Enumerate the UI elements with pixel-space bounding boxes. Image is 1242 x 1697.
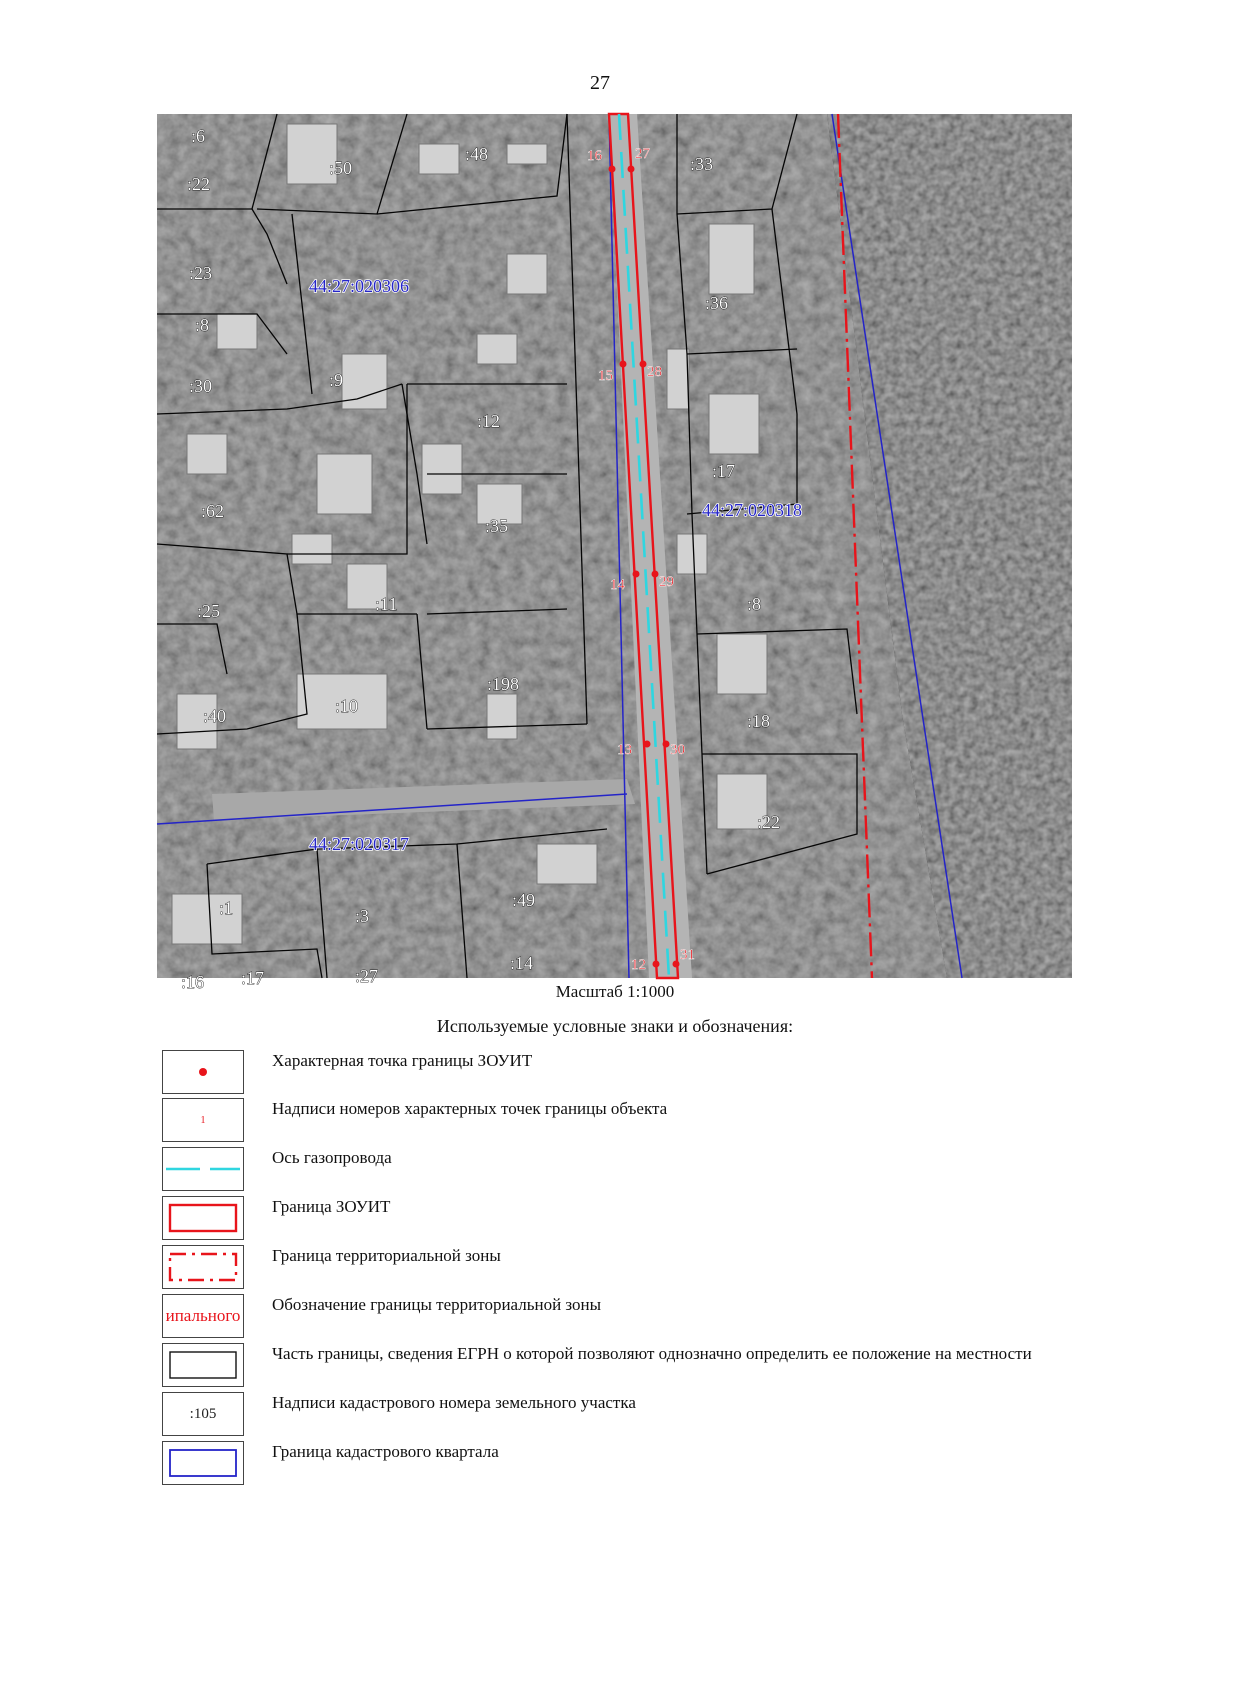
parcel-label: :8 (195, 315, 210, 335)
point-label-14: 14 (610, 577, 625, 593)
scale-label: Масштаб 1:1000 (555, 982, 675, 1001)
parcel-label: :27 (355, 966, 379, 986)
legend-text: Характерная точка границы ЗОУИТ (272, 1051, 533, 1070)
legend-symbol-cadastral-number (162, 1392, 244, 1436)
cadastral-number-sample: :105 (189, 1405, 217, 1422)
point-31 (673, 961, 680, 968)
point-label-15: 15 (598, 368, 613, 384)
legend-text: Граница ЗОУИТ (272, 1197, 391, 1216)
point-28 (640, 361, 647, 368)
cyan-dashed-line-icon (162, 1147, 244, 1191)
point-label-30: 30 (670, 742, 685, 758)
point-15 (620, 361, 627, 368)
parcel-label: :23 (189, 263, 213, 283)
legend-symbol-zouit-boundary (162, 1196, 244, 1240)
parcel-label: :3 (355, 906, 370, 926)
point-label-16: 16 (587, 148, 602, 164)
legend-text: Граница кадастрового квартала (272, 1442, 499, 1461)
legend-title: Используемые условные знаки и обозначения: (436, 1016, 794, 1036)
point-label-27: 27 (635, 146, 650, 162)
legend-symbol-point-number (162, 1098, 244, 1142)
parcel-label: :14 (510, 953, 534, 973)
page-number: 27 (590, 72, 610, 94)
parcel-label: :16 (181, 972, 205, 992)
point-label-13: 13 (617, 742, 632, 758)
parcel-label: :40 (203, 706, 227, 726)
parcel-label: :9 (329, 370, 344, 390)
quarter-label: 44:27:020317 (309, 834, 410, 854)
blue-rectangle-icon (162, 1441, 244, 1485)
parcel-label: :17 (712, 461, 736, 481)
parcel-label: :30 (189, 376, 213, 396)
parcel-label: :6 (191, 126, 206, 146)
parcel-label: :33 (690, 154, 714, 174)
parcel-label: :1 (219, 898, 234, 918)
legend-text: Ось газопровода (272, 1148, 392, 1167)
black-rectangle-icon (162, 1343, 244, 1387)
parcel-label: :50 (329, 158, 353, 178)
legend-symbol-zone-label (162, 1294, 244, 1338)
legend-text: Надписи номеров характерных точек границы объекта (272, 1099, 668, 1118)
zone-label-sample: ипального (165, 1306, 241, 1325)
point-label-29: 29 (659, 574, 674, 590)
parcel-label: :12 (477, 411, 501, 431)
legend-symbol-quarter-boundary (162, 1441, 244, 1485)
red-rectangle-icon (162, 1196, 244, 1240)
red-dash-dot-rectangle-icon (162, 1245, 244, 1289)
point-label-31: 31 (680, 947, 695, 963)
parcel-label: :49 (512, 890, 536, 910)
parcel-label: :36 (705, 293, 729, 313)
quarter-label: 44:27:020318 (702, 500, 803, 520)
red-dot-icon (199, 1068, 207, 1076)
legend-text: Надписи кадастрового номера земельного участка (272, 1393, 636, 1412)
legend-text: Обозначение границы территориальной зоны (272, 1295, 602, 1314)
point-27 (628, 166, 635, 173)
parcel-label: :17 (241, 968, 265, 988)
point-number-sample: 1 (200, 1114, 206, 1126)
parcel-label: :18 (747, 711, 771, 731)
parcel-label: :22 (187, 174, 211, 194)
parcel-label: :198 (487, 674, 520, 694)
parcel-label: :10 (335, 696, 359, 716)
parcel-label: :25 (197, 601, 221, 621)
point-label-12: 12 (631, 957, 646, 973)
point-29 (652, 571, 659, 578)
legend-symbol-egrn-boundary (162, 1343, 244, 1387)
legend-symbol-territorial-zone (162, 1245, 244, 1289)
parcel-label: :8 (747, 594, 762, 614)
parcel-label: :22 (757, 812, 781, 832)
point-30 (663, 741, 670, 748)
quarter-label: 44:27:020306 (309, 276, 410, 296)
legend-symbol-gas-axis (162, 1147, 244, 1191)
parcel-label: :48 (465, 144, 489, 164)
legend-text: Часть границы, сведения ЕГРН о которой позволяют однозначно определить ее положение на местности (272, 1344, 1032, 1363)
legend-symbol-zouit-point (162, 1050, 244, 1094)
legend-text: Граница территориальной зоны (272, 1246, 501, 1265)
parcel-label: :62 (201, 501, 225, 521)
point-label-28: 28 (647, 364, 662, 380)
point-13 (644, 741, 651, 748)
point-12 (653, 961, 660, 968)
parcel-label: :35 (485, 516, 509, 536)
point-16 (609, 166, 616, 173)
parcel-label: :11 (375, 594, 398, 614)
point-14 (633, 571, 640, 578)
